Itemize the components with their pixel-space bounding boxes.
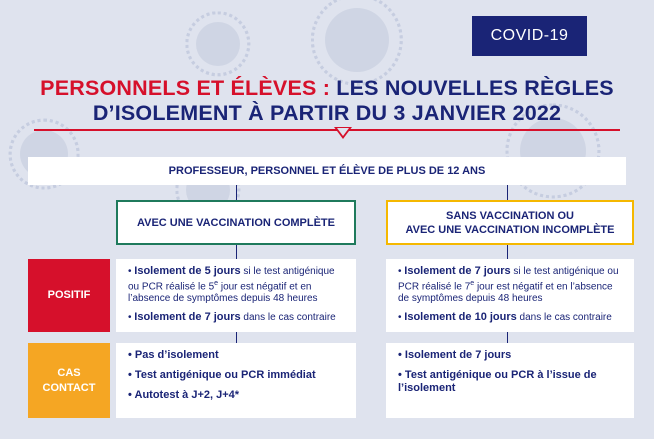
rule-item: • Isolement de 10 jours dans le cas contraire — [398, 311, 612, 324]
rule-text: Isolement de 7 jours — [404, 349, 512, 361]
rule-item: • Isolement de 7 jours dans le cas contraire — [128, 311, 336, 324]
cell-contact-unvaccinated — [386, 343, 634, 418]
cell-positive-unvaccinated — [386, 259, 634, 332]
column-header-unvaccinated — [386, 200, 634, 245]
rule-item: • Test antigénique ou PCR immédiat — [128, 369, 316, 381]
cell-positive-vaccinated — [116, 259, 356, 332]
column-header-vaccinated — [116, 200, 356, 245]
connector-line — [236, 245, 237, 259]
connector-line — [507, 332, 508, 343]
cell-contact-vaccinated — [116, 343, 356, 418]
rule-emphasis: Isolement de 5 jours — [134, 265, 241, 277]
rule-sup: e — [470, 280, 475, 287]
rule-emphasis: Isolement de 7 jours — [134, 311, 241, 324]
rule-text: si le test antigénique ou PCR réalisé le 5 — [128, 266, 335, 293]
page-title — [40, 76, 614, 126]
row-label-text: CONTACT — [42, 381, 96, 394]
rule-text: jour est négatif et en l’absence de symptômes depuis 48 heures — [128, 281, 318, 305]
rule-item: • Isolement de 5 jours si le test antigénique ou PCR réalisé le 5e jour est négatif et en l’absence de symptômes depuis 48 heures — [128, 265, 335, 305]
virus-decoration — [325, 8, 389, 72]
column-header-label: AVEC UNE VACCINATION COMPLÈTE — [136, 216, 335, 229]
rule-text: Test antigénique ou PCR immédiat — [134, 369, 316, 381]
column-header-label: AVEC UNE VACCINATION INCOMPLÈTE — [405, 223, 615, 236]
rule-item: • Test antigénique ou PCR à l’issue de l’isolement — [398, 369, 597, 394]
title-divider-notch-inner — [337, 128, 349, 136]
rule-item: • Autotest à J+2, J+4* — [128, 389, 240, 401]
rule-text: Test antigénique ou PCR à l’issue de l’isolement — [398, 369, 597, 394]
rule-item: • Isolement de 7 jours si le test antigénique ou PCR réalisé le 7e jour est négatif et en l’absence de symptômes depuis 48 heures — [398, 265, 619, 305]
rule-sup: e — [214, 280, 219, 287]
column-header-label: SANS VACCINATION OU — [446, 209, 574, 222]
rule-text: Pas d’isolement — [134, 349, 219, 361]
title-divider — [34, 129, 620, 131]
rule-text: Autotest à J+2, J+4* — [134, 389, 240, 401]
audience-banner: PROFESSEUR, PERSONNEL ET ÉLÈVE DE PLUS DE 12 ANS — [28, 157, 626, 185]
rule-text: dans le cas contraire — [240, 312, 336, 324]
rule-text: dans le cas contraire — [516, 312, 612, 324]
row-label-text: CAS — [57, 366, 81, 379]
connector-line — [236, 185, 237, 200]
rule-emphasis: Isolement de 10 jours — [404, 311, 517, 324]
rule-emphasis: Isolement de 7 jours — [404, 265, 511, 277]
row-label-text: POSITIF — [47, 289, 91, 301]
rule-text: si le test antigénique ou PCR réalisé le 7 — [398, 266, 619, 293]
row-label-contact — [28, 343, 110, 418]
title-highlight: PERSONNELS ET ÉLÈVES : — [40, 76, 331, 100]
covid-tag: COVID-19 — [472, 16, 587, 56]
connector-line — [507, 245, 508, 259]
rule-item: • Pas d’isolement — [128, 349, 219, 361]
row-label-positive — [28, 259, 110, 332]
title-line2: D’ISOLEMENT À PARTIR DU 3 JANVIER 2022 — [92, 101, 562, 125]
rule-item: • Isolement de 7 jours — [398, 349, 512, 361]
virus-decoration — [196, 22, 240, 66]
connector-line — [507, 185, 508, 200]
connector-line — [236, 332, 237, 343]
rule-text: jour est négatif et en l’absence de symptômes depuis 48 heures — [398, 281, 613, 305]
title-rest: LES NOUVELLES RÈGLES — [330, 76, 614, 100]
